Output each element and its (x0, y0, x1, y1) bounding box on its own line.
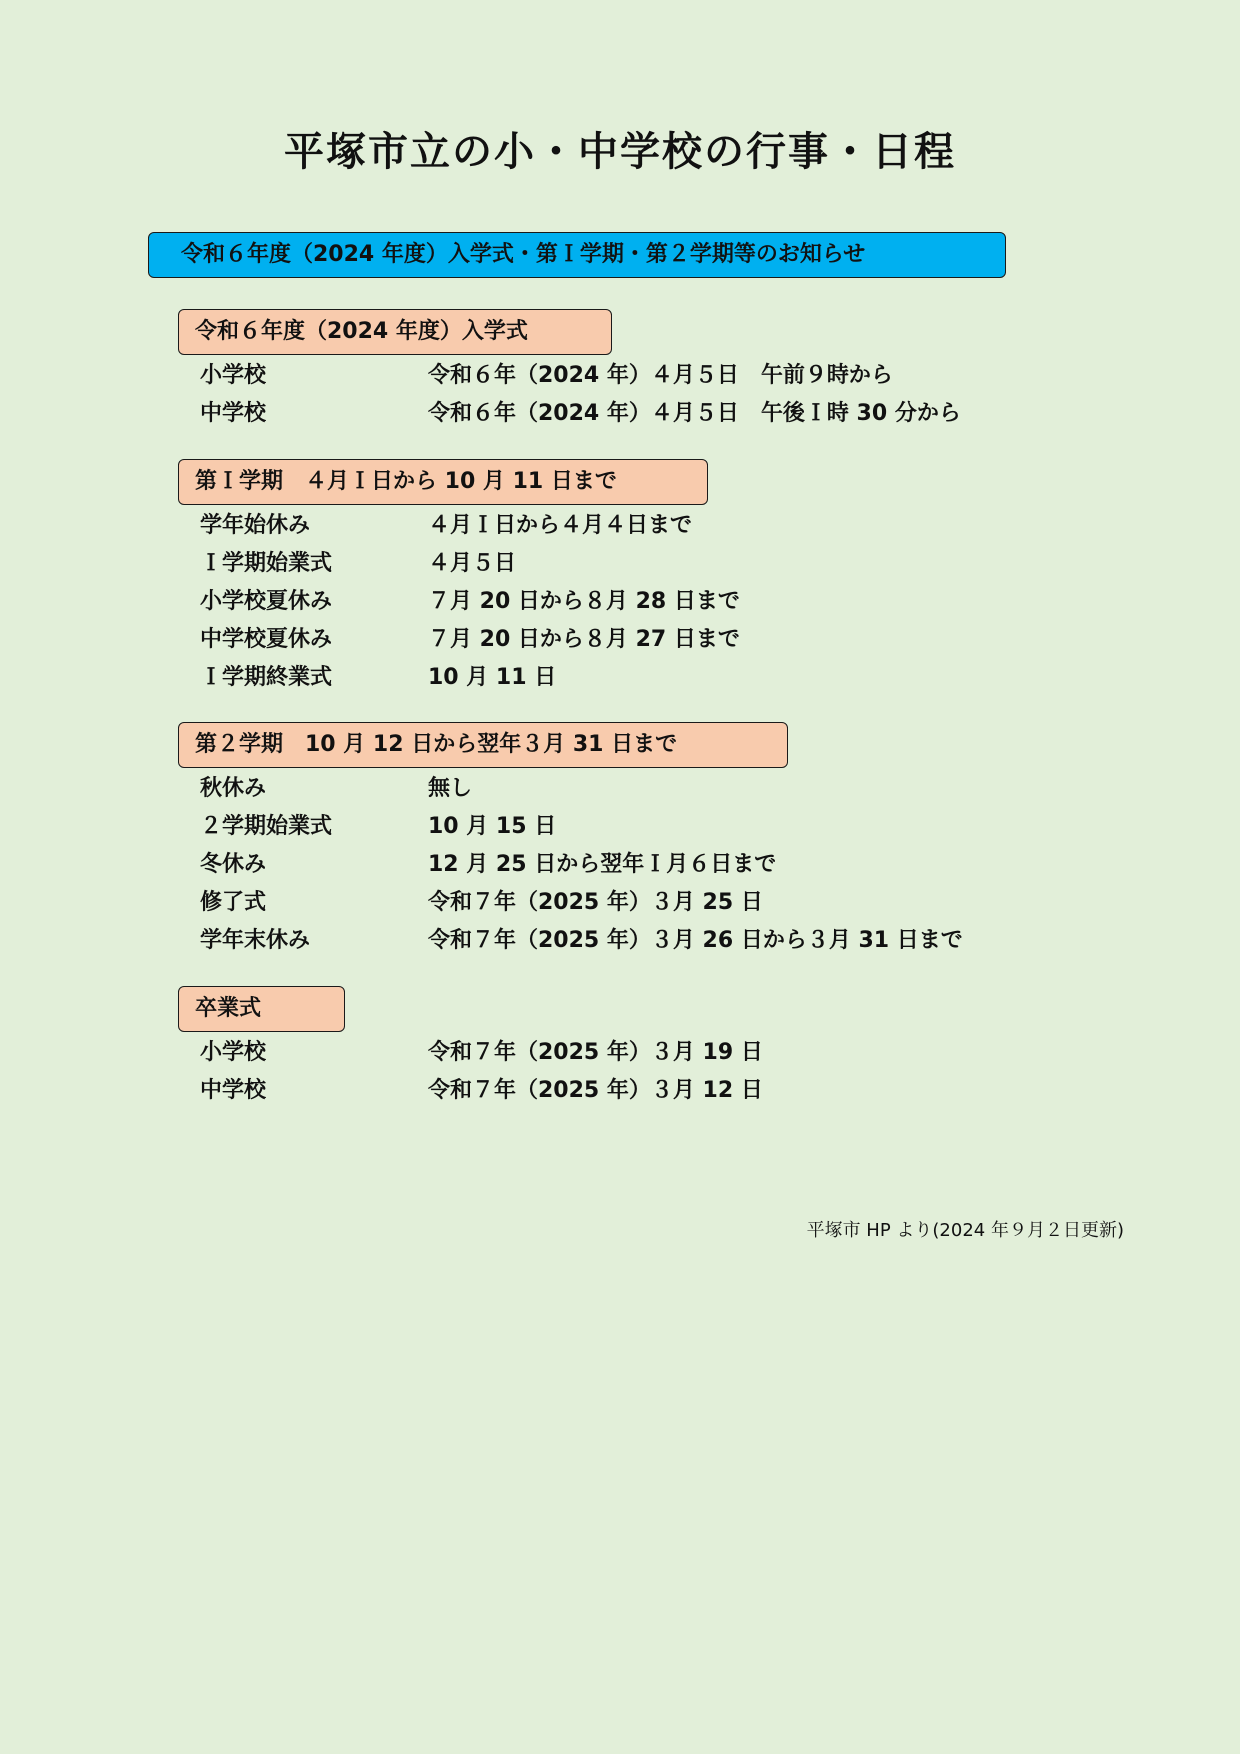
section-header-entrance-ceremony: 令和６年度（2024 年度）入学式 (178, 309, 612, 355)
schedule-row (200, 810, 1100, 844)
row-label: 中学校 (200, 1078, 267, 1103)
source-note: 平塚市 HP より(2024 年９月２日更新) (806, 1220, 1124, 1241)
schedule-row (200, 623, 1100, 657)
schedule-row (200, 547, 1100, 581)
page-title: 平塚市立の小・中学校の行事・日程 (284, 129, 956, 175)
row-value: 10 月 15 日 (428, 814, 557, 839)
row-label: Ｉ学期終業式 (200, 665, 333, 690)
row-value: 10 月 11 日 (428, 665, 557, 690)
section-header-second-term: 第２学期 10 月 12 日から翌年３月 31 日まで (178, 722, 788, 768)
schedule-row (200, 924, 1100, 958)
schedule-row (200, 1074, 1100, 1108)
row-value: 令和７年（2025 年）３月 25 日 (428, 890, 763, 915)
schedule-row (200, 848, 1100, 882)
row-value: ４月５日 (428, 551, 517, 576)
schedule-row (200, 359, 1100, 393)
row-value: 令和７年（2025 年）３月 12 日 (428, 1078, 763, 1103)
row-label: 学年始休み (200, 513, 311, 538)
row-label: 修了式 (200, 890, 267, 915)
row-value: 令和６年（2024 年）４月５日 午後Ｉ時 30 分から (428, 401, 961, 426)
schedule-row (200, 661, 1100, 695)
section-header-first-term: 第Ｉ学期 ４月Ｉ日から 10 月 11 日まで (178, 459, 708, 505)
schedule-row (200, 585, 1100, 619)
row-label: 中学校夏休み (200, 627, 333, 652)
row-value: 令和７年（2025 年）３月 26 日から３月 31 日まで (428, 928, 963, 953)
row-label: 小学校 (200, 1040, 267, 1065)
row-value: 無し (428, 776, 473, 801)
row-label: 冬休み (200, 852, 267, 877)
row-label: 学年末休み (200, 928, 311, 953)
row-label: 中学校 (200, 401, 267, 426)
schedule-row (200, 1036, 1100, 1070)
row-label: 秋休み (200, 776, 267, 801)
schedule-row (200, 509, 1100, 543)
row-value: 12 月 25 日から翌年Ｉ月６日まで (428, 852, 777, 877)
row-value: 令和６年（2024 年）４月５日 午前９時から (428, 363, 893, 388)
schedule-row (200, 397, 1100, 431)
section-header-graduation: 卒業式 (178, 986, 345, 1032)
schedule-row (200, 886, 1100, 920)
row-label: 小学校夏休み (200, 589, 333, 614)
row-label: ２学期始業式 (200, 814, 333, 839)
schedule-row (200, 772, 1100, 806)
row-label: 小学校 (200, 363, 267, 388)
row-value: ７月 20 日から８月 28 日まで (428, 589, 740, 614)
row-value: ４月Ｉ日から４月４日まで (428, 513, 693, 538)
row-value: 令和７年（2025 年）３月 19 日 (428, 1040, 763, 1065)
row-label: Ｉ学期始業式 (200, 551, 333, 576)
row-value: ７月 20 日から８月 27 日まで (428, 627, 740, 652)
notice-banner: 令和６年度（2024 年度）入学式・第Ｉ学期・第２学期等のお知らせ (148, 232, 1006, 278)
